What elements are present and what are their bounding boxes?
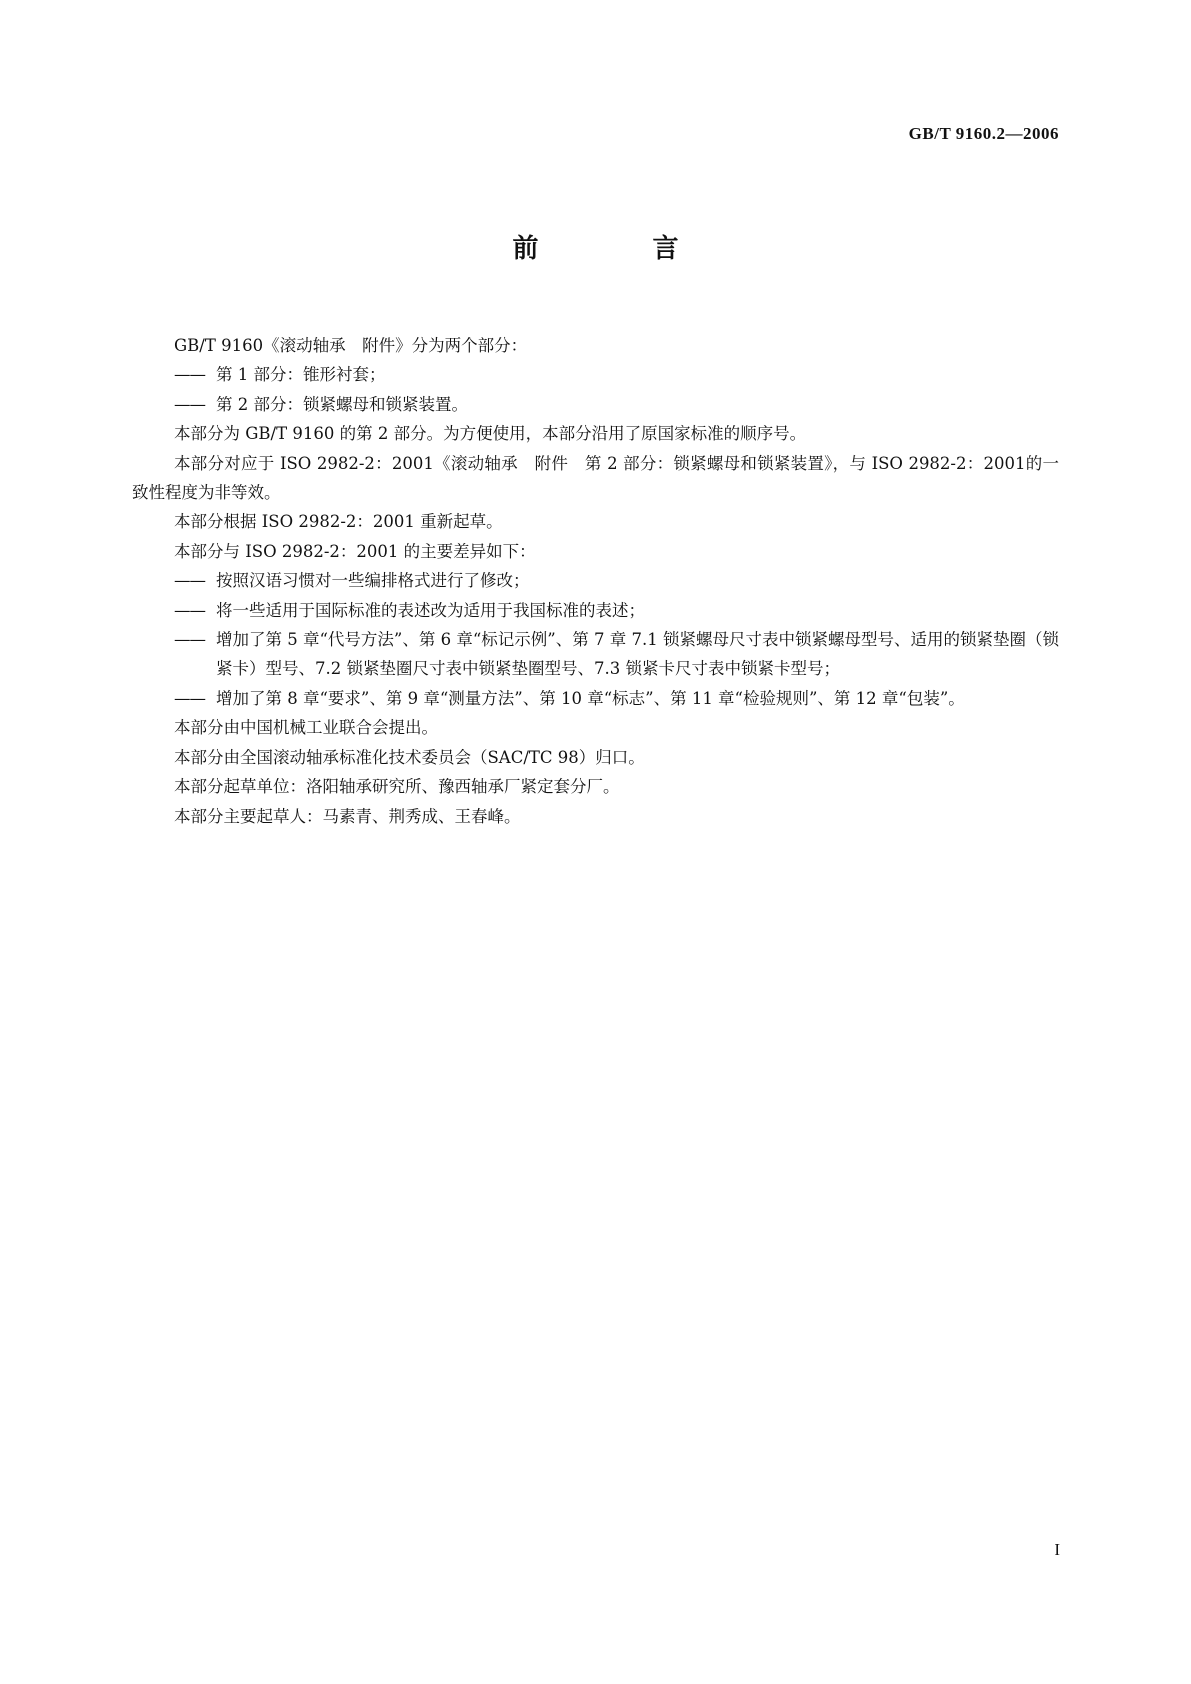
paragraph: 本部分根据 ISO 2982-2：2001 重新起草。 [174, 512, 503, 532]
paragraph: 本部分为 GB/T 9160 的第 2 部分。为方便使用，本部分沿用了原国家标准的顺序号。 [174, 424, 807, 444]
paragraph: 本部分主要起草人：马素青、荆秀成、王春峰。 [174, 806, 521, 826]
paragraph: 本部分对应于 ISO 2982-2：2001《滚动轴承 附件 第 2 部分：锁紧螺母和锁紧装置》，与 ISO 2982-2：2001的一致性程度为非等效。 [132, 453, 1059, 503]
list-item-dash: —— [174, 688, 205, 708]
paragraph: 本部分与 ISO 2982-2：2001 的主要差异如下： [174, 541, 536, 561]
paragraph: 本部分由全国滚动轴承标准化技术委员会（SAC/TC 98）归口。 [174, 747, 645, 767]
list-item [132, 566, 1059, 595]
standard-number: GB/T 9160.2—2006 [908, 124, 1059, 143]
list-item-dash: —— [174, 571, 205, 591]
list-item-text: 增加了第 5 章“代号方法”、第 6 章“标记示例”、第 7 章 7.1 锁紧螺母尺寸表中锁紧螺母型号、适用的锁紧垫圈（锁紧卡）型号、7.2 锁紧垫圈尺寸表中锁紧垫圈型号、7.3 锁紧卡尺寸表中锁紧卡型号； [216, 630, 1059, 679]
paragraph: 本部分起草单位：洛阳轴承研究所、豫西轴承厂紧定套分厂。 [174, 777, 620, 797]
list-item-dash: —— [174, 600, 205, 620]
list-item [132, 596, 1059, 625]
list-item [132, 684, 1059, 713]
list-item-dash: —— [174, 365, 205, 385]
list-item-text: 按照汉语习惯对一些编排格式进行了修改； [216, 571, 530, 591]
page-number: I [1054, 1540, 1060, 1559]
foreword-title: 前 言 [512, 234, 723, 264]
list-item-text: 增加了第 8 章“要求”、第 9 章“测量方法”、第 10 章“标志”、第 11 章“检验规则”、第 12 章“包装”。 [216, 688, 965, 708]
list-item-dash: —— [174, 394, 205, 414]
foreword-body [132, 331, 1059, 831]
list-item [132, 360, 1059, 389]
paragraph: GB/T 9160《滚动轴承 附件》分为两个部分： [174, 336, 528, 355]
list-item-text: 将一些适用于国际标准的表述改为适用于我国标准的表述； [216, 600, 645, 620]
list-item-text: 第 2 部分：锁紧螺母和锁紧装置。 [216, 394, 468, 414]
list-item [132, 625, 1059, 684]
list-item [132, 390, 1059, 419]
list-item-text: 第 1 部分：锥形衬套； [216, 365, 386, 385]
list-item-dash: —— [174, 630, 205, 650]
paragraph: 本部分由中国机械工业联合会提出。 [174, 718, 438, 738]
